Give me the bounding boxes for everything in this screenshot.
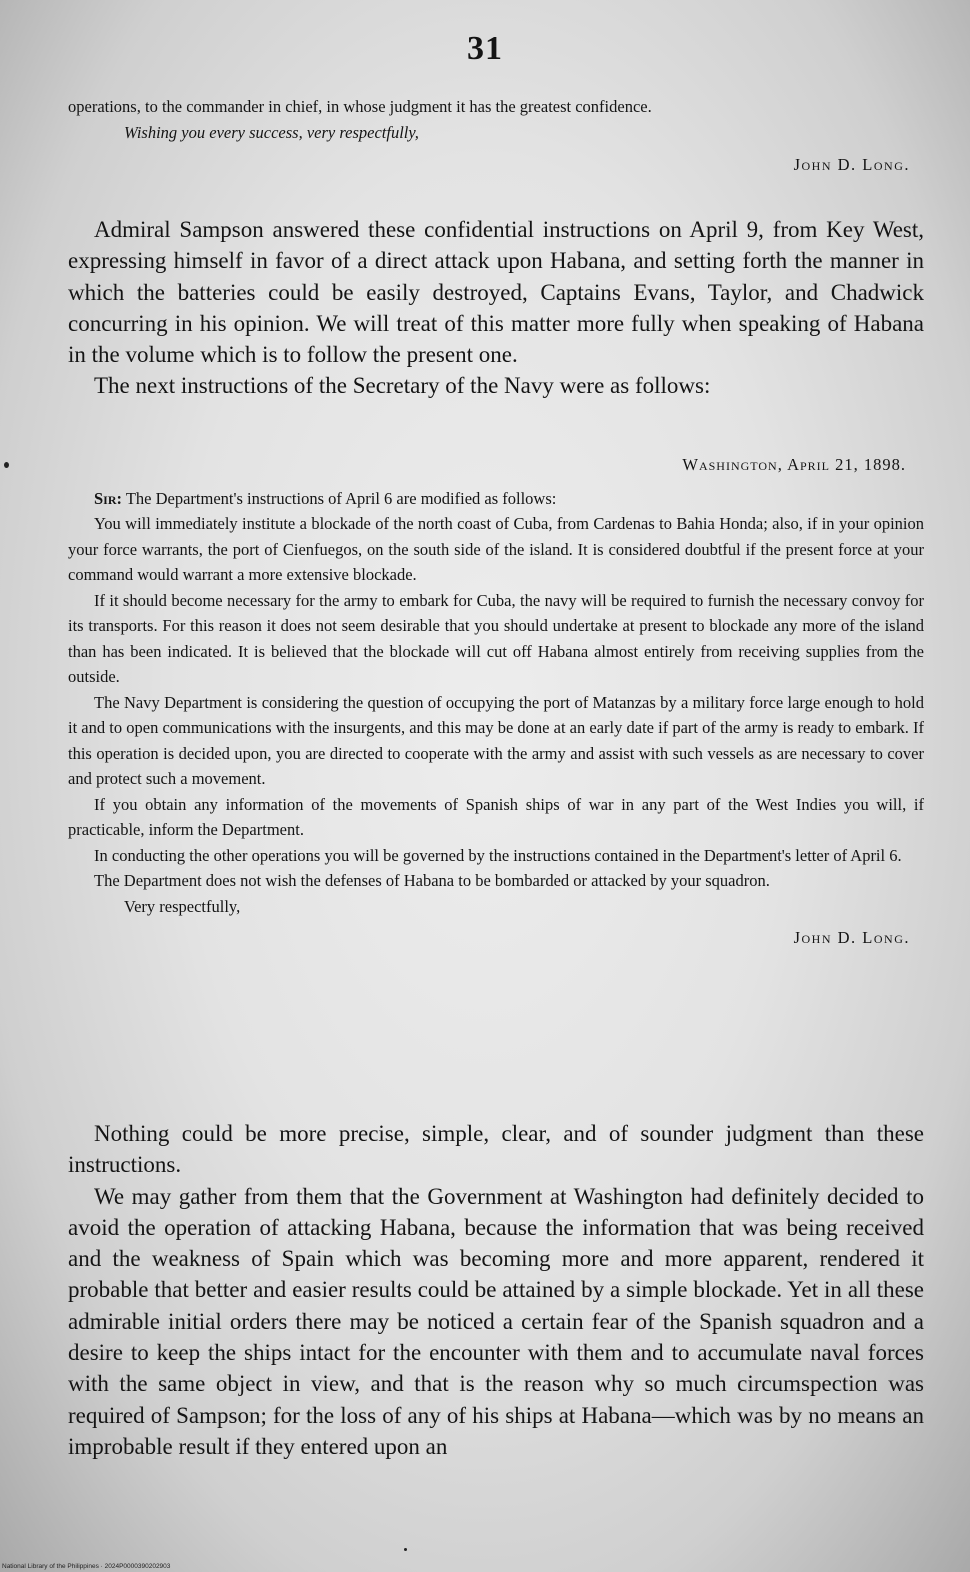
continuation-block xyxy=(68,94,924,178)
letter-paragraph: If you obtain any information of the movements of Spanish ships of war in any part of the West Indies you will, if practicable, inform the Department. xyxy=(68,794,924,839)
letter-paragraph: If it should become necessary for the army to embark for Cuba, the navy will be required to furnish the necessary convoy for its transports. For this reason it does not seem desirable that you should undertake at present to blockade any more of the island than has been indicated. It is believed that the blockade will cut off Habana almost entirely from receiving supplies from the outside. xyxy=(68,590,924,686)
ink-speck xyxy=(404,1548,407,1551)
letter-paragraph: The Department does not wish the defenses of Habana to be bombarded or attacked by your squadron. xyxy=(94,871,770,890)
letter-signature: John D. Long. xyxy=(793,928,910,947)
letter-paragraph: In conducting the other operations you will be governed by the instructions contained in the Department's letter of April 6. xyxy=(94,845,902,865)
letter-dateline: Washington, April 21, 1898. xyxy=(682,455,906,474)
paragraph-sampson-reply: Admiral Sampson answered these confidential instructions on April 9, from Key West, expressing himself in favor of a direct attack upon Habana, and setting forth the manner in which the batteries could be easily destroyed, Captains Evans, Taylor, and Chadwick concurring in his opinion. We will treat of this matter more fully when speaking of Habana in the volume which is to follow the present one. xyxy=(68,217,924,368)
ink-speck xyxy=(4,462,9,468)
letter-opening xyxy=(68,486,924,512)
body-text-lower xyxy=(68,1118,924,1462)
paragraph-we-may-gather: We may gather from them that the Government at Washington had definitely decided to avoid the operation of attacking Habana, because the information that was being received and the weakness of Spain which was becoming more and more apparent, rendered it probable that better and easier results could be attained by a simple blockade. Yet in all these admirable initial orders there may be noticed a certain fear of the Spanish squadron and a desire to keep the ships intact for the encounter with them and to accumulate naval forces with the same object in view, and that is the reason why so much circumspection was required of Sampson; for the loss of any of his ships at Habana—which was by no means an improbable result if they entered upon an xyxy=(68,1183,924,1459)
continuation-text: operations, to the commander in chief, in whose judgment it has the greatest confidence. xyxy=(68,97,652,116)
letter-paragraph: The Navy Department is considering the question of occupying the port of Matanzas by a military force large enough to hold it and to open communications with the insurgents, and this may be done at an early date if part of the army is ready to embark. If this operation is decided upon, you are directed to cooperate with the army and assist with such vessels as are necessary to cover and protect such a movement. xyxy=(68,692,924,788)
letter-paragraph: You will immediately institute a blockade of the north coast of Cuba, from Cardenas to Bahia Honda; also, if in your opinion your force warrants, the port of Cienfuegos, on the south side of the island. It is considered doubtful if the present force at your command would warrant a more extensive blockade. xyxy=(68,514,924,584)
letter-salutation: Sir: xyxy=(94,488,123,508)
scan-credit: National Library of the Philippines · 2024P0000390202903 xyxy=(2,1563,171,1570)
first-letter-close: Wishing you every success, very respectfully, xyxy=(124,122,419,142)
first-signature: John D. Long. xyxy=(793,155,910,174)
body-text-upper xyxy=(68,214,924,402)
letter-opening-text: The Department's instructions of April 6 are modified as follows: xyxy=(125,488,557,508)
paragraph-nothing-more-precise: Nothing could be more precise, simple, clear, and of sounder judgment than these instructions. xyxy=(68,1121,924,1178)
page-number: 31 xyxy=(467,30,503,67)
paragraph-next-instructions: The next instructions of the Secretary of the Navy were as follows: xyxy=(94,373,711,399)
letter-close: Very respectfully, xyxy=(124,896,241,916)
quoted-letter xyxy=(68,452,924,951)
